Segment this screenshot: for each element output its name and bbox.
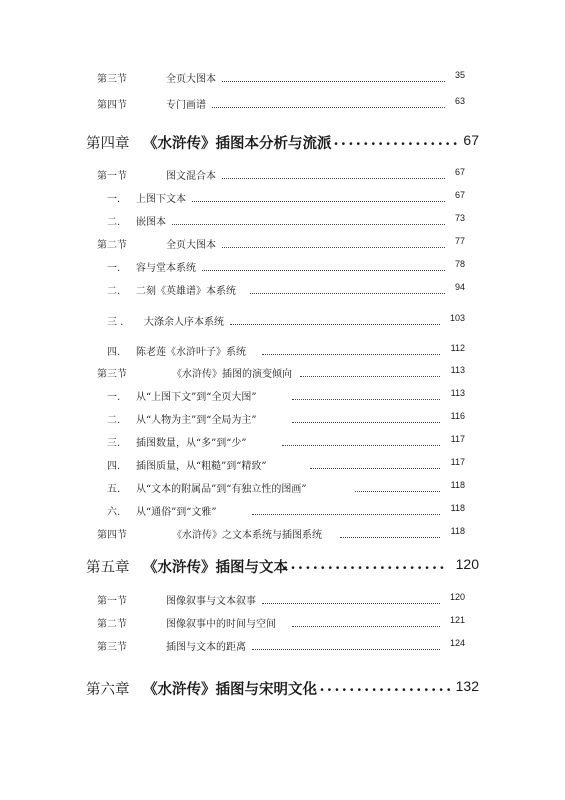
dot-leader bbox=[340, 536, 440, 538]
section-label: 第三节 bbox=[97, 642, 127, 653]
section-title: 《水浒传》之文本系统与插图系统 bbox=[172, 530, 322, 541]
page-number: 117 bbox=[450, 434, 465, 444]
page-number: 132 bbox=[455, 678, 479, 694]
dot-leader bbox=[252, 648, 440, 650]
item-title: 插图质量，从“粗糙”到“精致” bbox=[136, 461, 267, 472]
section-title: 专门画谱 bbox=[166, 100, 206, 111]
page-number: 67 bbox=[463, 132, 479, 148]
chapter-title: 《水浒传》插图与宋明文化 bbox=[143, 681, 317, 698]
section-title: 全页大图本 bbox=[166, 74, 216, 85]
page-number: 116 bbox=[450, 411, 465, 421]
section-label: 第三节 bbox=[97, 369, 127, 380]
dot-leader bbox=[230, 323, 440, 325]
page-number: 120 bbox=[449, 592, 465, 602]
chapter-title: 《水浒传》插图本分析与流派 bbox=[143, 135, 332, 152]
item-title: 上图下文本 bbox=[136, 194, 186, 205]
dot-leader bbox=[310, 467, 440, 469]
section-label: 第四节 bbox=[97, 530, 127, 541]
page-number: 118 bbox=[450, 526, 465, 536]
page-number: 124 bbox=[449, 638, 465, 648]
page-number: 118 bbox=[450, 503, 465, 513]
dot-leader bbox=[222, 177, 445, 179]
item-label: 一. bbox=[107, 392, 121, 403]
dot-leader bbox=[212, 106, 445, 108]
item-label: 三. bbox=[107, 438, 121, 449]
item-title: 容与堂本系统 bbox=[136, 263, 196, 274]
section-title: 插图与文本的距离 bbox=[166, 642, 246, 653]
section-title: 图像叙事与文本叙事 bbox=[166, 596, 256, 607]
page-number: 94 bbox=[454, 282, 465, 292]
section-label: 第一节 bbox=[97, 596, 127, 607]
dot-leader bbox=[222, 80, 445, 82]
item-label: 一. bbox=[107, 194, 121, 205]
page-number: 118 bbox=[450, 480, 465, 490]
item-title: 大涤余人序本系统 bbox=[144, 317, 224, 328]
item-title: 从“文本的附属品”到“有独立性的图画” bbox=[136, 484, 307, 495]
page-number: 113 bbox=[450, 365, 465, 375]
chapter-label: 第五章 bbox=[86, 560, 130, 576]
item-label: 三 . bbox=[107, 317, 124, 328]
item-label: 一. bbox=[107, 263, 121, 274]
page-number: 73 bbox=[454, 213, 465, 223]
dot-leader bbox=[292, 398, 440, 400]
dot-leader bbox=[355, 490, 440, 492]
item-title: 嵌图本 bbox=[136, 217, 166, 228]
dot-leader bbox=[222, 246, 445, 248]
section-label: 第四节 bbox=[97, 100, 127, 111]
page-number: 67 bbox=[454, 167, 465, 177]
dot-leader: .................. bbox=[326, 132, 461, 149]
item-title: 从“通俗”到“文雅” bbox=[136, 507, 217, 518]
page-number: 67 bbox=[454, 190, 465, 200]
dot-leader bbox=[252, 513, 440, 515]
item-title: 二刻《英雄谱》本系统 bbox=[136, 286, 236, 297]
section-title: 图文混合本 bbox=[166, 171, 216, 182]
item-label: 二. bbox=[107, 286, 121, 297]
item-label: 五. bbox=[107, 484, 121, 495]
chapter-title: 《水浒传》插图与文本 bbox=[143, 559, 288, 576]
page-number: 78 bbox=[454, 259, 465, 269]
dot-leader bbox=[262, 602, 440, 604]
item-label: 二. bbox=[107, 415, 121, 426]
item-title: 从“人物为主”到“全局为主” bbox=[136, 415, 257, 426]
section-label: 第三节 bbox=[97, 74, 127, 85]
item-title: 从“上图下文”到“全页大图” bbox=[136, 392, 257, 403]
dot-leader bbox=[172, 223, 445, 225]
section-label: 第二节 bbox=[97, 619, 127, 630]
dot-leader: ...................... bbox=[283, 556, 447, 573]
page-number: 103 bbox=[449, 313, 465, 323]
item-label: 四. bbox=[107, 347, 121, 358]
item-label: 二. bbox=[107, 217, 121, 228]
dot-leader bbox=[300, 375, 440, 377]
page-number: 112 bbox=[450, 343, 465, 353]
page-number: 63 bbox=[454, 96, 465, 106]
item-title: 陈老莲《水浒叶子》系统 bbox=[136, 347, 246, 358]
page-number: 77 bbox=[454, 236, 465, 246]
dot-leader bbox=[292, 421, 440, 423]
item-label: 四. bbox=[107, 461, 121, 472]
page-number: 113 bbox=[450, 388, 465, 398]
dot-leader bbox=[192, 200, 445, 202]
item-title: 插图数量，从“多”到“少” bbox=[136, 438, 247, 449]
page-number: 121 bbox=[449, 615, 465, 625]
chapter-label: 第四章 bbox=[86, 136, 130, 152]
section-title: 《水浒传》插图的演变倾向 bbox=[172, 369, 292, 380]
dot-leader bbox=[292, 625, 440, 627]
dot-leader bbox=[282, 444, 440, 446]
section-label: 第二节 bbox=[97, 240, 127, 251]
section-title: 全页大图本 bbox=[166, 240, 216, 251]
page-number: 117 bbox=[450, 457, 465, 467]
dot-leader bbox=[202, 269, 445, 271]
dot-leader bbox=[262, 353, 440, 355]
dot-leader bbox=[250, 292, 445, 294]
section-label: 第一节 bbox=[97, 171, 127, 182]
page-number: 35 bbox=[454, 70, 465, 80]
item-label: 六. bbox=[107, 507, 121, 518]
page-number: 120 bbox=[455, 556, 479, 572]
chapter-label: 第六章 bbox=[86, 682, 130, 698]
section-title: 图像叙事中的时间与空间 bbox=[166, 619, 276, 630]
dot-leader: ................... bbox=[312, 678, 454, 695]
